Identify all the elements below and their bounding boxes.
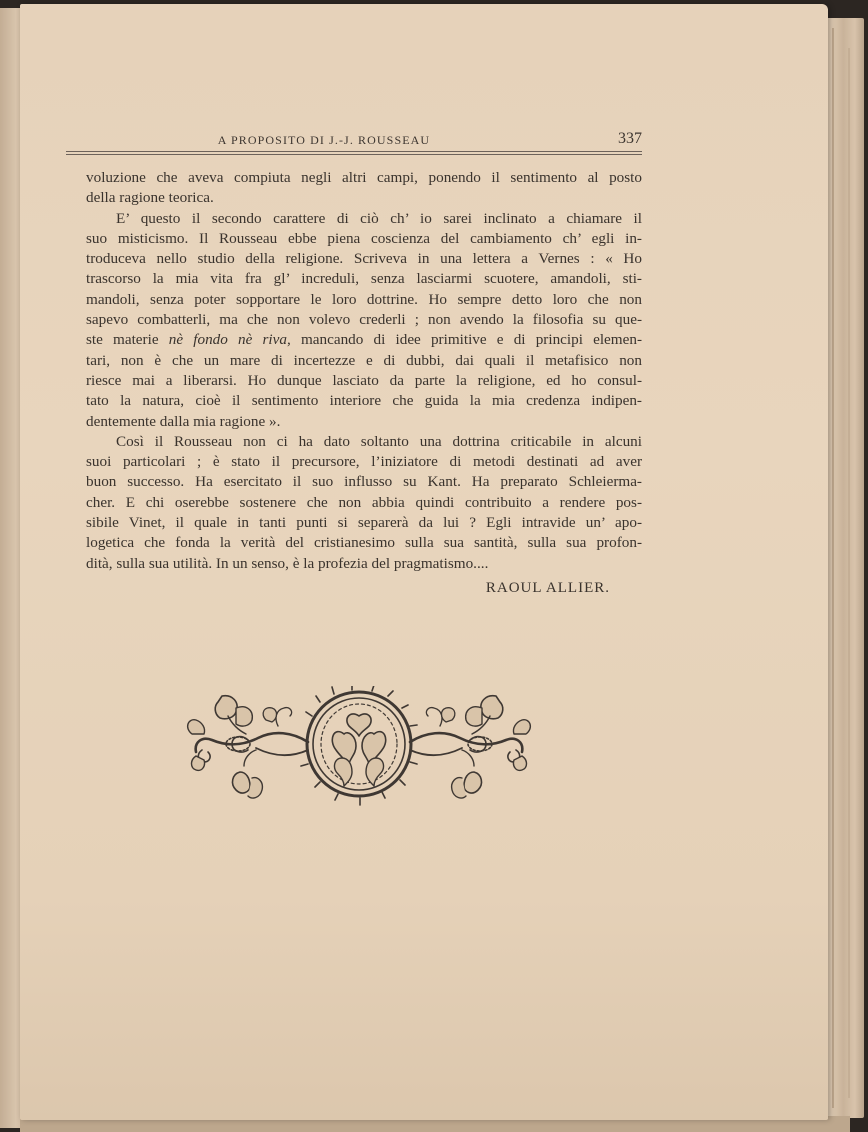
text-line: cher. E chi oserebbe sostenere che non abbia quindi contribuito a rendere pos-: [86, 493, 642, 511]
text-line: tato la natura, cioè il sentimento interiore che guida la mia credenza indipen-: [86, 392, 642, 410]
text-line: voluzione che aveva compiuta negli altri campi, ponendo il sentimento al posto: [86, 169, 642, 186]
text-line: buon successo. Ha esercitato il suo influsso su Kant. Ha preparato Schleierma-: [86, 473, 642, 491]
running-head-title: A PROPOSITO DI J.-J. ROUSSEAU: [217, 133, 431, 147]
text-line: E’ questo il secondo carattere di ciò ch’ io sarei inclinato a chiamare il: [116, 209, 642, 227]
text-line: sibile Vinet, il quale in tanti punti si separerà da lui ? Egli intravide un’ apo-: [86, 514, 642, 532]
floral-vignette-icon: [182, 686, 536, 814]
text-line: riesce mai a liberarsi. Ho dunque lasciato da parte la religione, ed ho consul-: [86, 371, 642, 389]
text-line: ste materie nè fondo nè riva, mancando di idee primitive e di principi elemen-: [86, 331, 643, 349]
body-text: [86, 168, 642, 574]
page-number: 337: [618, 130, 642, 147]
text-line: troduceva nello studio della religione. Scriveva in una lettera a Vernes : « Ho: [86, 250, 642, 268]
text-line: dentemente dalla mia ragione ».: [86, 412, 281, 430]
running-head-rule: [66, 151, 642, 155]
text-line: sapevo combatterli, ma che non volevo crederli ; non avendo la filosofia su que-: [86, 311, 642, 329]
text-line: suo misticismo. Il Rousseau ebbe piena coscienza del cambiamento ch’ egli in-: [86, 229, 642, 247]
text-line: mandoli, senza poter sopportare le loro dottrine. Ho sempre detto loro che non: [86, 290, 642, 308]
italic-phrase: nè fondo nè riva: [168, 331, 287, 349]
text-line: trascorso la mia vita fra gl’ increduli, senza lasciarmi scuotere, amandoli, sti-: [86, 270, 642, 288]
text-line: della ragione teorica.: [86, 189, 214, 207]
text-line: Così il Rousseau non ci ha dato soltanto una dottrina criticabile in alcuni: [116, 432, 642, 450]
author-signature: RAOUL ALLIER.: [485, 580, 610, 596]
text-line: tari, non è che un mare di incertezze e di dubbi, dai quali il metafisico non: [86, 351, 642, 369]
text-line: suoi particolari ; è stato il precursore, l’iniziatore di metodi destinati ad aver: [86, 453, 642, 471]
text-line: dità, sulla sua utilità. In un senso, è la profezia del pragmatismo....: [86, 554, 489, 572]
text-line: logetica che fonda la verità del cristianesimo sulla sua santità, sulla sua profon-: [86, 534, 642, 552]
running-head: [66, 127, 642, 151]
